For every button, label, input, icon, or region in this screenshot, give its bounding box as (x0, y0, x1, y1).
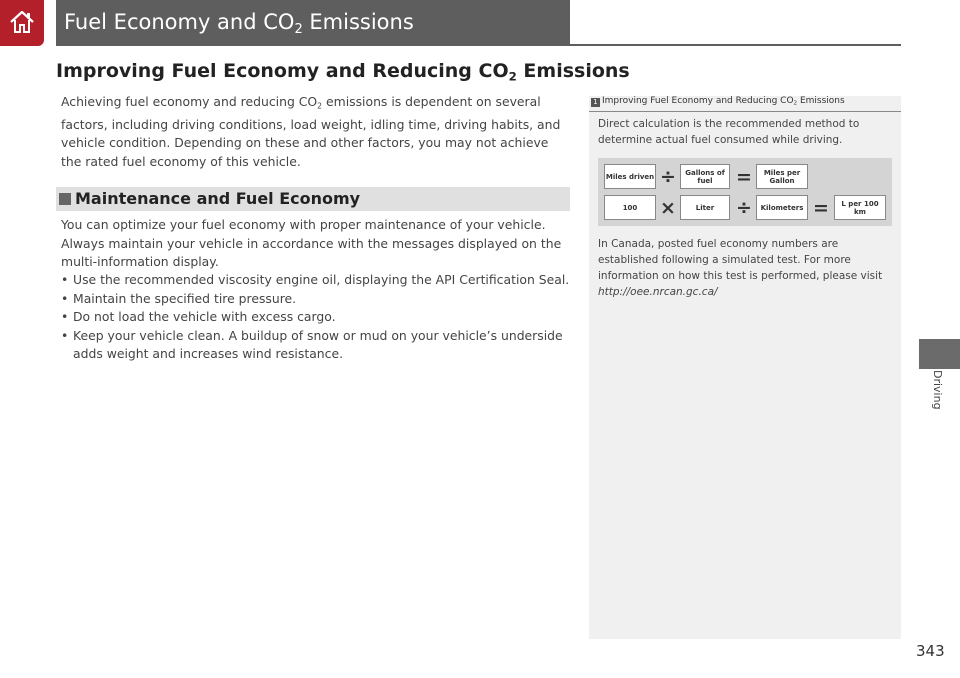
sidebar-note-header (589, 96, 901, 112)
formula-box: Miles per Gallon (756, 164, 808, 189)
divide-icon: ÷ (736, 197, 752, 219)
formula-box: Kilometers (756, 195, 808, 220)
intro-paragraph: Achieving fuel economy and reducing $CO_2$ emissions is dependent on several factors, including driving conditions, load weight, idling time, driving habits, and vehicle condition. Depending on these and other factors, you may not achieve the rated fuel economy of this vehicle. (61, 94, 561, 169)
chapter-title: Fuel Economy and $CO_2$ Emissions (64, 10, 414, 37)
bullet-item: • Maintain the specified tire pressure. (61, 290, 571, 309)
formula-box: Liter (680, 195, 730, 220)
maintenance-bullets (61, 271, 571, 364)
formula-box: L per 100 km (834, 195, 886, 220)
formula-box: Miles driven (604, 164, 656, 189)
bullet-item: • Keep your vehicle clean. A buildup of snow or mud on your vehicle’s underside adds weight and increases wind resistance. (61, 327, 571, 364)
fuel-formula-diagram (598, 158, 892, 226)
sidebar-text-direct: Direct calculation is the recommended method to determine actual fuel consumed while driving. (598, 118, 860, 146)
home-button[interactable] (0, 0, 44, 46)
heading-square-icon (59, 193, 71, 205)
maintenance-paragraph: You can optimize your fuel economy with proper maintenance of your vehicle. Always maintain your vehicle in accordance with the messages displayed on the multi-information display. (61, 217, 562, 269)
nrcan-link[interactable]: http://oee.nrcan.gc.ca/ (598, 286, 718, 298)
sidebar-text-canada: In Canada, posted fuel economy numbers are established following a simulated test. For more information on how this test is performed, please visit http://oee.nrcan.gc.ca/ (598, 238, 883, 298)
home-icon (8, 8, 36, 36)
chapter-title-bar (56, 0, 570, 46)
multiply-icon: × (660, 197, 676, 219)
page-number: 343 (916, 642, 945, 660)
title-rule (570, 44, 901, 46)
subsection-title: Maintenance and Fuel Economy (75, 189, 361, 208)
formula-box: Gallons of fuel (680, 164, 730, 189)
bullet-item: • Use the recommended viscosity engine oil, displaying the API Certification Seal. (61, 271, 571, 290)
subsection-heading (56, 187, 570, 211)
bullet-item: • Do not load the vehicle with excess cargo. (61, 308, 571, 327)
divide-icon: ÷ (660, 166, 676, 188)
section-title: Improving Fuel Economy and Reducing $CO_2$ Emissions (56, 60, 630, 84)
chapter-tab[interactable] (919, 339, 960, 369)
equals-icon: = (813, 197, 829, 219)
sidebar-note-title: Improving Fuel Economy and Reducing $CO_2$ Emissions (602, 96, 845, 107)
chapter-tab-label: Driving (931, 370, 944, 410)
equals-icon: = (736, 166, 752, 188)
note-marker-icon: 1 (591, 98, 600, 107)
sidebar-note (589, 96, 901, 639)
formula-box: 100 (604, 195, 656, 220)
